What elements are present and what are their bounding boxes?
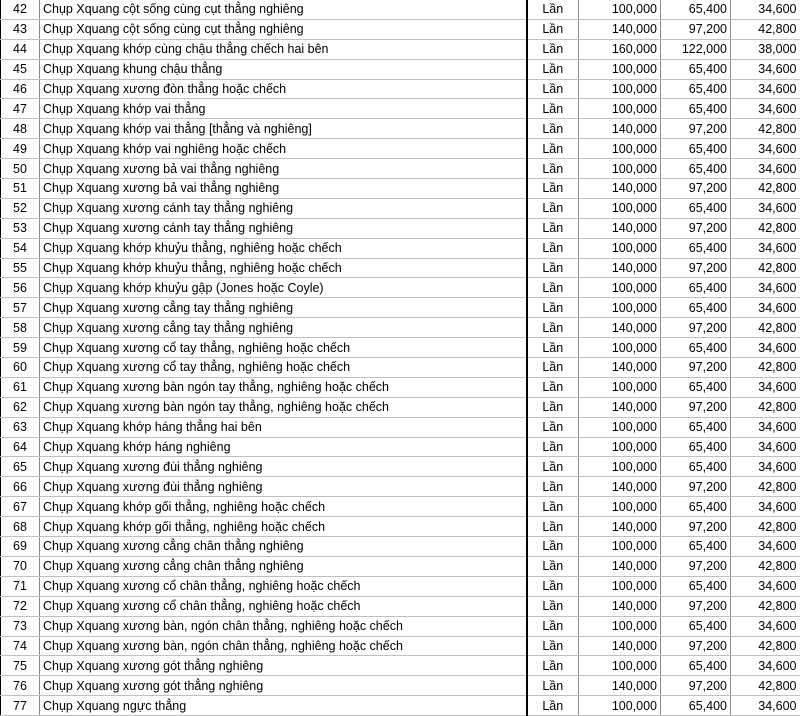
difference-cell: 34,600 xyxy=(731,0,800,19)
difference-cell: 42,800 xyxy=(731,636,800,656)
difference-cell: 34,600 xyxy=(731,79,800,99)
service-name: Chụp Xquang cột sống cùng cụt thẳng nghiêng xyxy=(40,19,527,39)
insurance-price-cell: 65,400 xyxy=(661,497,731,517)
row-number: 57 xyxy=(1,298,40,318)
price-cell: 100,000 xyxy=(579,497,661,517)
row-number: 52 xyxy=(1,198,40,218)
table-row xyxy=(1,139,800,159)
price-cell: 100,000 xyxy=(579,616,661,636)
row-number: 77 xyxy=(1,696,40,716)
unit-cell: Lần xyxy=(527,676,579,696)
price-cell: 140,000 xyxy=(579,397,661,417)
service-name: Chụp Xquang xương bàn, ngón chân thẳng, nghiêng hoặc chếch xyxy=(40,616,527,636)
insurance-price-cell: 97,200 xyxy=(661,358,731,378)
table-row xyxy=(1,377,800,397)
unit-cell: Lần xyxy=(527,79,579,99)
difference-cell: 34,600 xyxy=(731,99,800,119)
insurance-price-cell: 97,200 xyxy=(661,218,731,238)
table-row xyxy=(1,517,800,537)
service-name: Chụp Xquang khớp gối thẳng, nghiêng hoặc chếch xyxy=(40,517,527,537)
price-cell: 140,000 xyxy=(579,556,661,576)
unit-cell: Lần xyxy=(527,39,579,59)
insurance-price-cell: 65,400 xyxy=(661,278,731,298)
service-name: Chụp Xquang xương cẳng tay thẳng nghiêng xyxy=(40,318,527,338)
service-name: Chụp Xquang khớp cùng chậu thẳng chếch hai bên xyxy=(40,39,527,59)
row-number: 44 xyxy=(1,39,40,59)
table-row xyxy=(1,238,800,258)
price-cell: 100,000 xyxy=(579,79,661,99)
insurance-price-cell: 65,400 xyxy=(661,139,731,159)
insurance-price-cell: 65,400 xyxy=(661,656,731,676)
service-name: Chụp Xquang khớp vai thẳng [thẳng và nghiêng] xyxy=(40,119,527,139)
insurance-price-cell: 65,400 xyxy=(661,576,731,596)
difference-cell: 42,800 xyxy=(731,397,800,417)
table-row xyxy=(1,596,800,616)
table-row xyxy=(1,99,800,119)
service-name: Chụp Xquang khung chậu thẳng xyxy=(40,59,527,79)
unit-cell: Lần xyxy=(527,437,579,457)
unit-cell: Lần xyxy=(527,59,579,79)
unit-cell: Lần xyxy=(527,218,579,238)
row-number: 75 xyxy=(1,656,40,676)
difference-cell: 34,600 xyxy=(731,59,800,79)
unit-cell: Lần xyxy=(527,576,579,596)
insurance-price-cell: 65,400 xyxy=(661,417,731,437)
unit-cell: Lần xyxy=(527,298,579,318)
unit-cell: Lần xyxy=(527,278,579,298)
service-name: Chụp Xquang xương cẳng tay thẳng nghiêng xyxy=(40,298,527,318)
price-cell: 100,000 xyxy=(579,278,661,298)
price-cell: 100,000 xyxy=(579,99,661,119)
row-number: 70 xyxy=(1,556,40,576)
insurance-price-cell: 65,400 xyxy=(661,537,731,557)
table-row xyxy=(1,159,800,179)
table-row xyxy=(1,477,800,497)
table-row xyxy=(1,358,800,378)
insurance-price-cell: 65,400 xyxy=(661,616,731,636)
difference-cell: 42,800 xyxy=(731,556,800,576)
table-row xyxy=(1,417,800,437)
insurance-price-cell: 65,400 xyxy=(661,238,731,258)
unit-cell: Lần xyxy=(527,19,579,39)
insurance-price-cell: 65,400 xyxy=(661,377,731,397)
insurance-price-cell: 65,400 xyxy=(661,437,731,457)
row-number: 67 xyxy=(1,497,40,517)
price-cell: 140,000 xyxy=(579,218,661,238)
insurance-price-cell: 97,200 xyxy=(661,596,731,616)
insurance-price-cell: 122,000 xyxy=(661,39,731,59)
insurance-price-cell: 65,400 xyxy=(661,298,731,318)
unit-cell: Lần xyxy=(527,139,579,159)
table-row xyxy=(1,497,800,517)
unit-cell: Lần xyxy=(527,377,579,397)
difference-cell: 34,600 xyxy=(731,298,800,318)
service-name: Chụp Xquang xương cổ tay thẳng, nghiêng hoặc chếch xyxy=(40,358,527,378)
insurance-price-cell: 97,200 xyxy=(661,179,731,199)
price-cell: 140,000 xyxy=(579,119,661,139)
price-cell: 100,000 xyxy=(579,159,661,179)
row-number: 54 xyxy=(1,238,40,258)
table-row xyxy=(1,616,800,636)
difference-cell: 34,600 xyxy=(731,457,800,477)
row-number: 74 xyxy=(1,636,40,656)
row-number: 46 xyxy=(1,79,40,99)
difference-cell: 34,600 xyxy=(731,616,800,636)
price-cell: 100,000 xyxy=(579,656,661,676)
unit-cell: Lần xyxy=(527,99,579,119)
unit-cell: Lần xyxy=(527,318,579,338)
table-row xyxy=(1,39,800,59)
price-cell: 140,000 xyxy=(579,179,661,199)
unit-cell: Lần xyxy=(527,696,579,716)
difference-cell: 34,600 xyxy=(731,696,800,716)
unit-cell: Lần xyxy=(527,179,579,199)
unit-cell: Lần xyxy=(527,556,579,576)
unit-cell: Lần xyxy=(527,477,579,497)
service-name: Chụp Xquang xương gót thẳng nghiêng xyxy=(40,656,527,676)
difference-cell: 38,000 xyxy=(731,39,800,59)
service-name: Chụp Xquang xương cánh tay thẳng nghiêng xyxy=(40,198,527,218)
difference-cell: 42,800 xyxy=(731,676,800,696)
table-row xyxy=(1,338,800,358)
row-number: 71 xyxy=(1,576,40,596)
table-row xyxy=(1,278,800,298)
service-name: Chụp Xquang khớp khuỷu thẳng, nghiêng hoặc chếch xyxy=(40,238,527,258)
table-row xyxy=(1,696,800,716)
insurance-price-cell: 65,400 xyxy=(661,696,731,716)
price-cell: 100,000 xyxy=(579,298,661,318)
table-row xyxy=(1,79,800,99)
unit-cell: Lần xyxy=(527,457,579,477)
unit-cell: Lần xyxy=(527,537,579,557)
table-row xyxy=(1,656,800,676)
table-row xyxy=(1,676,800,696)
insurance-price-cell: 97,200 xyxy=(661,119,731,139)
difference-cell: 34,600 xyxy=(731,159,800,179)
row-number: 42 xyxy=(1,0,40,19)
price-cell: 100,000 xyxy=(579,457,661,477)
service-name: Chụp Xquang khớp gối thẳng, nghiêng hoặc chếch xyxy=(40,497,527,517)
insurance-price-cell: 97,200 xyxy=(661,19,731,39)
table-row xyxy=(1,59,800,79)
row-number: 64 xyxy=(1,437,40,457)
service-name: Chụp Xquang xương cổ chân thẳng, nghiêng hoặc chếch xyxy=(40,596,527,616)
price-cell: 100,000 xyxy=(579,338,661,358)
difference-cell: 42,800 xyxy=(731,119,800,139)
difference-cell: 42,800 xyxy=(731,19,800,39)
price-cell: 140,000 xyxy=(579,676,661,696)
service-name: Chụp Xquang xương gót thẳng nghiêng xyxy=(40,676,527,696)
insurance-price-cell: 97,200 xyxy=(661,556,731,576)
unit-cell: Lần xyxy=(527,616,579,636)
difference-cell: 42,800 xyxy=(731,179,800,199)
insurance-price-cell: 97,200 xyxy=(661,477,731,497)
insurance-price-cell: 65,400 xyxy=(661,0,731,19)
difference-cell: 34,600 xyxy=(731,537,800,557)
row-number: 63 xyxy=(1,417,40,437)
difference-cell: 34,600 xyxy=(731,656,800,676)
row-number: 73 xyxy=(1,616,40,636)
price-cell: 140,000 xyxy=(579,517,661,537)
insurance-price-cell: 65,400 xyxy=(661,59,731,79)
difference-cell: 34,600 xyxy=(731,139,800,159)
service-name: Chụp Xquang khớp khuỷu gập (Jones hoặc Coyle) xyxy=(40,278,527,298)
row-number: 50 xyxy=(1,159,40,179)
unit-cell: Lần xyxy=(527,198,579,218)
service-name: Chụp Xquang khớp khuỷu thẳng, nghiêng hoặc chếch xyxy=(40,258,527,278)
service-name: Chụp Xquang xương đùi thẳng nghiêng xyxy=(40,457,527,477)
service-name: Chụp Xquang xương cánh tay thẳng nghiêng xyxy=(40,218,527,238)
difference-cell: 42,800 xyxy=(731,218,800,238)
service-name: Chụp Xquang khớp vai nghiêng hoặc chếch xyxy=(40,139,527,159)
price-table-body xyxy=(1,0,800,716)
unit-cell: Lần xyxy=(527,497,579,517)
difference-cell: 34,600 xyxy=(731,497,800,517)
price-cell: 100,000 xyxy=(579,0,661,19)
difference-cell: 34,600 xyxy=(731,278,800,298)
unit-cell: Lần xyxy=(527,119,579,139)
service-name: Chụp Xquang xương cổ chân thẳng, nghiêng hoặc chếch xyxy=(40,576,527,596)
price-cell: 100,000 xyxy=(579,198,661,218)
price-cell: 140,000 xyxy=(579,258,661,278)
table-row xyxy=(1,0,800,19)
table-row xyxy=(1,318,800,338)
price-cell: 100,000 xyxy=(579,537,661,557)
table-row xyxy=(1,576,800,596)
unit-cell: Lần xyxy=(527,338,579,358)
table-row xyxy=(1,179,800,199)
row-number: 65 xyxy=(1,457,40,477)
unit-cell: Lần xyxy=(527,397,579,417)
table-row xyxy=(1,437,800,457)
row-number: 61 xyxy=(1,377,40,397)
table-row xyxy=(1,198,800,218)
service-name: Chụp Xquang xương bả vai thẳng nghiêng xyxy=(40,179,527,199)
difference-cell: 42,800 xyxy=(731,358,800,378)
row-number: 59 xyxy=(1,338,40,358)
table-row xyxy=(1,556,800,576)
row-number: 58 xyxy=(1,318,40,338)
row-number: 43 xyxy=(1,19,40,39)
price-cell: 140,000 xyxy=(579,596,661,616)
unit-cell: Lần xyxy=(527,517,579,537)
insurance-price-cell: 65,400 xyxy=(661,338,731,358)
difference-cell: 34,600 xyxy=(731,576,800,596)
service-name: Chụp Xquang xương đòn thẳng hoặc chếch xyxy=(40,79,527,99)
price-cell: 100,000 xyxy=(579,59,661,79)
table-row xyxy=(1,119,800,139)
table-row xyxy=(1,636,800,656)
insurance-price-cell: 97,200 xyxy=(661,397,731,417)
insurance-price-cell: 97,200 xyxy=(661,258,731,278)
difference-cell: 34,600 xyxy=(731,198,800,218)
difference-cell: 34,600 xyxy=(731,417,800,437)
service-name: Chụp Xquang khớp háng nghiêng xyxy=(40,437,527,457)
row-number: 62 xyxy=(1,397,40,417)
price-cell: 140,000 xyxy=(579,358,661,378)
unit-cell: Lần xyxy=(527,159,579,179)
unit-cell: Lần xyxy=(527,238,579,258)
row-number: 66 xyxy=(1,477,40,497)
service-name: Chụp Xquang xương cổ tay thẳng, nghiêng hoặc chếch xyxy=(40,338,527,358)
service-name: Chụp Xquang cột sống cùng cụt thẳng nghiêng xyxy=(40,0,527,19)
insurance-price-cell: 97,200 xyxy=(661,517,731,537)
insurance-price-cell: 97,200 xyxy=(661,676,731,696)
price-cell: 100,000 xyxy=(579,377,661,397)
service-name: Chụp Xquang khớp vai thẳng xyxy=(40,99,527,119)
table-row xyxy=(1,397,800,417)
unit-cell: Lần xyxy=(527,0,579,19)
unit-cell: Lần xyxy=(527,417,579,437)
service-name: Chụp Xquang xương đùi thẳng nghiêng xyxy=(40,477,527,497)
row-number: 47 xyxy=(1,99,40,119)
price-cell: 140,000 xyxy=(579,318,661,338)
difference-cell: 34,600 xyxy=(731,238,800,258)
row-number: 45 xyxy=(1,59,40,79)
price-cell: 100,000 xyxy=(579,417,661,437)
service-name: Chụp Xquang xương cẳng chân thẳng nghiêng xyxy=(40,537,527,557)
service-name: Chụp Xquang xương cẳng chân thẳng nghiêng xyxy=(40,556,527,576)
difference-cell: 42,800 xyxy=(731,517,800,537)
service-name: Chụp Xquang ngực thẳng xyxy=(40,696,527,716)
row-number: 49 xyxy=(1,139,40,159)
row-number: 72 xyxy=(1,596,40,616)
row-number: 53 xyxy=(1,218,40,238)
difference-cell: 42,800 xyxy=(731,318,800,338)
row-number: 56 xyxy=(1,278,40,298)
service-name: Chụp Xquang xương bàn ngón tay thẳng, nghiêng hoặc chếch xyxy=(40,397,527,417)
difference-cell: 34,600 xyxy=(731,338,800,358)
insurance-price-cell: 65,400 xyxy=(661,198,731,218)
insurance-price-cell: 65,400 xyxy=(661,79,731,99)
row-number: 76 xyxy=(1,676,40,696)
difference-cell: 42,800 xyxy=(731,596,800,616)
difference-cell: 34,600 xyxy=(731,377,800,397)
unit-cell: Lần xyxy=(527,258,579,278)
table-row xyxy=(1,298,800,318)
price-cell: 100,000 xyxy=(579,437,661,457)
unit-cell: Lần xyxy=(527,358,579,378)
unit-cell: Lần xyxy=(527,636,579,656)
price-cell: 100,000 xyxy=(579,696,661,716)
service-name: Chụp Xquang xương bàn ngón tay thẳng, nghiêng hoặc chếch xyxy=(40,377,527,397)
price-cell: 100,000 xyxy=(579,576,661,596)
row-number: 48 xyxy=(1,119,40,139)
row-number: 69 xyxy=(1,537,40,557)
price-cell: 140,000 xyxy=(579,636,661,656)
table-row xyxy=(1,19,800,39)
difference-cell: 42,800 xyxy=(731,477,800,497)
service-name: Chụp Xquang xương bàn, ngón chân thẳng, nghiêng hoặc chếch xyxy=(40,636,527,656)
unit-cell: Lần xyxy=(527,596,579,616)
row-number: 51 xyxy=(1,179,40,199)
table-row xyxy=(1,258,800,278)
table-row xyxy=(1,457,800,477)
price-cell: 140,000 xyxy=(579,477,661,497)
table-row xyxy=(1,537,800,557)
difference-cell: 42,800 xyxy=(731,258,800,278)
price-cell: 140,000 xyxy=(579,19,661,39)
row-number: 68 xyxy=(1,517,40,537)
insurance-price-cell: 97,200 xyxy=(661,636,731,656)
price-cell: 160,000 xyxy=(579,39,661,59)
insurance-price-cell: 65,400 xyxy=(661,457,731,477)
insurance-price-cell: 65,400 xyxy=(661,99,731,119)
difference-cell: 34,600 xyxy=(731,437,800,457)
price-cell: 100,000 xyxy=(579,238,661,258)
service-name: Chụp Xquang khớp háng thẳng hai bên xyxy=(40,417,527,437)
insurance-price-cell: 65,400 xyxy=(661,159,731,179)
service-name: Chụp Xquang xương bả vai thẳng nghiêng xyxy=(40,159,527,179)
table-row xyxy=(1,218,800,238)
row-number: 60 xyxy=(1,358,40,378)
unit-cell: Lần xyxy=(527,656,579,676)
insurance-price-cell: 97,200 xyxy=(661,318,731,338)
row-number: 55 xyxy=(1,258,40,278)
price-cell: 100,000 xyxy=(579,139,661,159)
